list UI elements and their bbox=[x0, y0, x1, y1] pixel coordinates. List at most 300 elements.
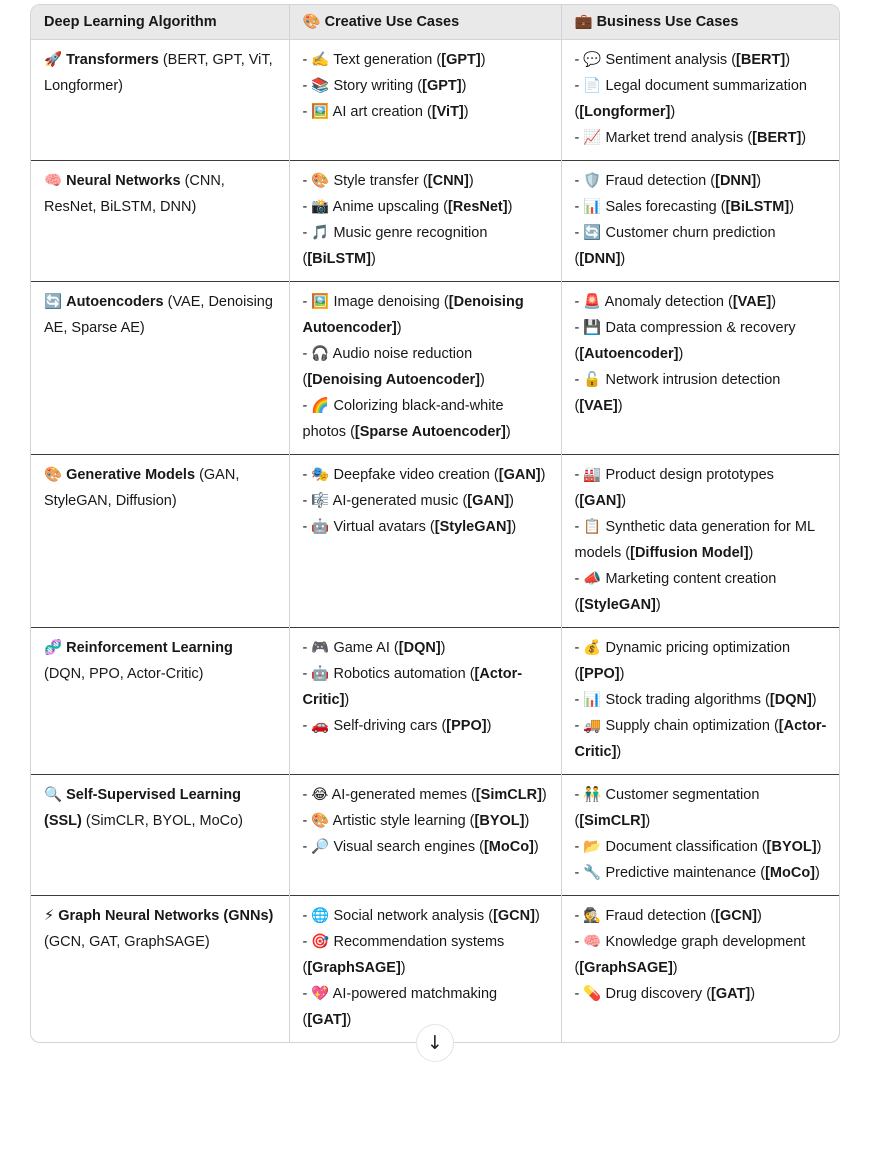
business-use-cases-cell bbox=[561, 40, 840, 161]
use-case-label: Stock trading algorithms bbox=[605, 692, 762, 708]
paren-close: ) bbox=[440, 640, 446, 656]
paren-open: ( bbox=[574, 104, 580, 120]
use-case-label: Customer churn prediction bbox=[605, 225, 776, 241]
use-case-label: Recommendation systems bbox=[333, 934, 505, 950]
bullet: - bbox=[302, 173, 308, 189]
creative-use-cases-cell bbox=[289, 896, 561, 1043]
use-case-label: Marketing content creation bbox=[605, 571, 777, 587]
use-case-label: AI art creation bbox=[332, 104, 423, 120]
model-tag: [Longformer] bbox=[579, 104, 671, 120]
use-case-item bbox=[303, 808, 548, 834]
use-case-label: Document classification bbox=[605, 839, 758, 855]
musical-score-icon: 🎼 bbox=[311, 493, 330, 509]
algorithm-variants: (GAN, StyleGAN, Diffusion) bbox=[44, 467, 240, 509]
use-case-label: Sentiment analysis bbox=[605, 52, 728, 68]
paren-open: ( bbox=[760, 865, 766, 881]
paren-close: ) bbox=[396, 320, 402, 336]
use-case-item bbox=[575, 929, 829, 981]
use-case-item bbox=[575, 782, 829, 834]
creative-use-cases-cell bbox=[289, 282, 561, 455]
bullet: - bbox=[302, 78, 308, 94]
model-tag: [GCN] bbox=[715, 908, 757, 924]
business-use-cases-cell bbox=[561, 775, 840, 896]
paren-open: ( bbox=[706, 986, 712, 1002]
use-case-item bbox=[303, 47, 548, 73]
use-case-label: AI-generated memes bbox=[331, 787, 467, 803]
bullet: - bbox=[574, 320, 580, 336]
paren-open: ( bbox=[488, 908, 494, 924]
use-case-item bbox=[303, 661, 548, 713]
use-case-item bbox=[575, 47, 829, 73]
bullet: - bbox=[574, 372, 580, 388]
column-header-creative bbox=[289, 5, 561, 40]
use-case-item bbox=[575, 462, 829, 514]
model-tag: [PPO] bbox=[446, 718, 487, 734]
creative-use-cases-cell bbox=[289, 628, 561, 775]
algorithm-title bbox=[44, 168, 276, 220]
paren-close: ) bbox=[524, 813, 530, 829]
column-header-algorithm bbox=[31, 5, 289, 40]
paren-close: ) bbox=[534, 908, 540, 924]
paren-close: ) bbox=[505, 424, 511, 440]
paren-close: ) bbox=[756, 173, 762, 189]
paren-close: ) bbox=[672, 960, 678, 976]
use-case-label: Text generation bbox=[333, 52, 433, 68]
bullet: - bbox=[302, 640, 308, 656]
paren-open: ( bbox=[761, 839, 767, 855]
paren-close: ) bbox=[789, 199, 795, 215]
paren-open: ( bbox=[731, 52, 737, 68]
model-tag: [Autoencoder] bbox=[579, 346, 679, 362]
algorithm-name: Generative Models bbox=[66, 467, 196, 483]
scroll-down-button[interactable] bbox=[416, 1024, 454, 1062]
model-tag: [Denoising Autoencoder] bbox=[302, 294, 524, 336]
paren-open: ( bbox=[443, 199, 448, 215]
model-tag: [VAE] bbox=[579, 398, 618, 414]
palette-icon: 🎨 bbox=[311, 813, 330, 829]
use-case-item bbox=[575, 635, 829, 687]
paren-close: ) bbox=[533, 839, 539, 855]
bullet: - bbox=[574, 908, 580, 924]
books-icon: 📚 bbox=[311, 78, 330, 94]
algorithm-cell bbox=[31, 40, 289, 161]
use-case-label: Fraud detection bbox=[605, 173, 707, 189]
use-case-item bbox=[575, 194, 829, 220]
algorithm-cell bbox=[31, 775, 289, 896]
bullet: - bbox=[302, 787, 308, 803]
folder-icon: 📂 bbox=[583, 839, 602, 855]
algorithm-name: Transformers bbox=[66, 52, 159, 68]
algorithm-title bbox=[44, 782, 276, 834]
header-row bbox=[31, 5, 840, 40]
paren-open: ( bbox=[302, 372, 308, 388]
use-case-item bbox=[575, 220, 829, 272]
use-case-label: Visual search engines bbox=[333, 839, 476, 855]
table-row bbox=[31, 775, 840, 896]
model-tag: [VAE] bbox=[732, 294, 772, 310]
use-case-label: Customer segmentation bbox=[605, 787, 760, 803]
algorithm-cell bbox=[31, 161, 289, 282]
algorithm-name: Self-Supervised Learning (SSL) bbox=[44, 787, 241, 829]
use-case-item bbox=[303, 393, 548, 445]
delivery-truck-icon: 🚚 bbox=[583, 718, 602, 734]
use-case-label: Fraud detection bbox=[605, 908, 707, 924]
model-tag: [StyleGAN] bbox=[434, 519, 512, 535]
paren-close: ) bbox=[678, 346, 684, 362]
page-document-icon: 📄 bbox=[583, 78, 602, 94]
bullet: - bbox=[574, 78, 580, 94]
sparkling-heart-icon: 💖 bbox=[311, 986, 330, 1002]
model-tag: [DNN] bbox=[579, 251, 621, 267]
model-tag: [GAT] bbox=[307, 1012, 347, 1028]
paren-close: ) bbox=[750, 986, 756, 1002]
algorithm-cell bbox=[31, 455, 289, 628]
paren-close: ) bbox=[344, 692, 350, 708]
model-tag: [BiLSTM] bbox=[725, 199, 790, 215]
use-case-label: Audio noise reduction bbox=[332, 346, 473, 362]
use-case-label: Legal document summarization bbox=[605, 78, 807, 94]
use-case-item bbox=[575, 168, 829, 194]
model-tag: [CNN] bbox=[427, 173, 469, 189]
model-tag: [GAN] bbox=[579, 493, 622, 509]
use-case-label: Deepfake video creation bbox=[333, 467, 490, 483]
paren-close: ) bbox=[540, 467, 546, 483]
use-case-item bbox=[575, 125, 829, 151]
paren-close: ) bbox=[816, 839, 822, 855]
paren-open: ( bbox=[302, 251, 308, 267]
column-header-label: Business Use Cases bbox=[596, 14, 739, 30]
bullet: - bbox=[302, 199, 308, 215]
bullet: - bbox=[574, 865, 580, 881]
money-bag-icon: 💰 bbox=[583, 640, 602, 656]
palette-icon: 🎨 bbox=[302, 14, 321, 30]
robot-icon: 🤖 bbox=[311, 519, 330, 535]
paren-close: ) bbox=[509, 493, 515, 509]
use-case-label: Social network analysis bbox=[333, 908, 485, 924]
magnifying-glass-icon: 🔍 bbox=[44, 787, 63, 803]
paren-close: ) bbox=[486, 718, 492, 734]
use-case-label: Synthetic data generation for ML models bbox=[574, 519, 815, 561]
paren-open: ( bbox=[417, 78, 423, 94]
bullet: - bbox=[302, 986, 308, 1002]
paren-close: ) bbox=[480, 372, 485, 388]
two-people-icon: 👬 bbox=[583, 787, 602, 803]
algorithm-title bbox=[44, 47, 276, 99]
use-case-item bbox=[575, 73, 829, 125]
paren-open: ( bbox=[574, 597, 580, 613]
use-case-label: Product design prototypes bbox=[605, 467, 774, 483]
bullet: - bbox=[574, 130, 580, 146]
speech-balloon-icon: 💬 bbox=[583, 52, 602, 68]
paren-close: ) bbox=[771, 294, 777, 310]
column-header-label: Creative Use Cases bbox=[324, 14, 460, 30]
use-case-label: Data compression & recovery bbox=[605, 320, 796, 336]
business-use-cases-cell bbox=[561, 628, 840, 775]
dart-target-icon: 🎯 bbox=[311, 934, 330, 950]
paren-close: ) bbox=[645, 813, 651, 829]
paren-close: ) bbox=[617, 398, 623, 414]
model-tag: [GAN] bbox=[498, 467, 541, 483]
creative-use-cases-cell bbox=[289, 775, 561, 896]
paren-open: ( bbox=[720, 199, 726, 215]
paren-open: ( bbox=[493, 467, 499, 483]
algorithm-name: Graph Neural Networks (GNNs) bbox=[58, 908, 274, 924]
bullet: - bbox=[574, 199, 580, 215]
table-row bbox=[31, 161, 840, 282]
paren-open: ( bbox=[422, 173, 428, 189]
use-case-item bbox=[303, 782, 548, 808]
model-tag: [Sparse Autoencoder] bbox=[354, 424, 506, 440]
paren-close: ) bbox=[480, 52, 486, 68]
use-case-label: Self-driving cars bbox=[333, 718, 438, 734]
paren-close: ) bbox=[511, 519, 517, 535]
paren-close: ) bbox=[346, 1012, 352, 1028]
camera-flash-icon: 📸 bbox=[311, 199, 330, 215]
factory-icon: 🏭 bbox=[583, 467, 602, 483]
paren-open: ( bbox=[765, 692, 770, 708]
paren-open: ( bbox=[710, 173, 716, 189]
use-case-item bbox=[303, 194, 548, 220]
model-tag: [BYOL] bbox=[766, 839, 817, 855]
model-tag: [DQN] bbox=[398, 640, 441, 656]
performing-arts-icon: 🎭 bbox=[311, 467, 330, 483]
use-case-label: Virtual avatars bbox=[333, 519, 426, 535]
bullet: - bbox=[574, 294, 580, 310]
model-tag: [MoCo] bbox=[483, 839, 534, 855]
use-case-label: Network intrusion detection bbox=[605, 372, 781, 388]
use-case-label: Predictive maintenance bbox=[605, 865, 757, 881]
use-case-item bbox=[575, 514, 829, 566]
robot-icon: 🤖 bbox=[311, 666, 330, 682]
algorithm-cell bbox=[31, 896, 289, 1043]
use-case-label: Colorizing black-and-white photos bbox=[302, 398, 504, 440]
paren-open: ( bbox=[574, 398, 580, 414]
bullet: - bbox=[302, 908, 308, 924]
model-tag: [Diffusion Model] bbox=[630, 545, 749, 561]
paren-close: ) bbox=[621, 493, 627, 509]
use-case-item bbox=[303, 220, 548, 272]
model-tag: [GraphSAGE] bbox=[307, 960, 401, 976]
model-tag: [SimCLR] bbox=[579, 813, 646, 829]
paren-open: ( bbox=[393, 640, 399, 656]
paren-open: ( bbox=[436, 52, 442, 68]
paren-open: ( bbox=[302, 1012, 308, 1028]
musical-note-icon: 🎵 bbox=[311, 225, 330, 241]
paren-close: ) bbox=[811, 692, 817, 708]
game-controller-icon: 🎮 bbox=[311, 640, 330, 656]
bullet: - bbox=[302, 52, 308, 68]
paren-open: ( bbox=[443, 294, 449, 310]
paren-close: ) bbox=[670, 104, 676, 120]
paren-close: ) bbox=[541, 787, 547, 803]
paren-open: ( bbox=[574, 666, 580, 682]
algorithm-title bbox=[44, 289, 276, 341]
police-light-icon: 🚨 bbox=[583, 294, 602, 310]
use-case-item bbox=[575, 860, 829, 886]
use-case-item bbox=[303, 929, 548, 981]
paren-close: ) bbox=[620, 251, 626, 267]
model-tag: [GPT] bbox=[422, 78, 462, 94]
algorithm-variants: (VAE, Denoising AE, Sparse AE) bbox=[44, 294, 273, 336]
paren-open: ( bbox=[574, 493, 580, 509]
algorithm-variants: (DQN, PPO, Actor-Critic) bbox=[44, 666, 204, 682]
model-tag: [SimCLR] bbox=[475, 787, 542, 803]
model-tag: [BERT] bbox=[736, 52, 786, 68]
model-tag: [MoCo] bbox=[765, 865, 815, 881]
paren-close: ) bbox=[801, 130, 807, 146]
algorithm-variants: (BERT, GPT, ViT, Longformer) bbox=[44, 52, 273, 94]
use-case-item bbox=[575, 315, 829, 367]
brain-icon: 🧠 bbox=[583, 934, 602, 950]
framed-picture-icon: 🖼️ bbox=[311, 294, 330, 310]
framed-picture-icon: 🖼️ bbox=[311, 104, 330, 120]
use-case-label: AI-generated music bbox=[332, 493, 459, 509]
use-case-item bbox=[303, 488, 548, 514]
model-tag: [StyleGAN] bbox=[579, 597, 656, 613]
bullet: - bbox=[302, 934, 308, 950]
use-case-label: Artistic style learning bbox=[332, 813, 466, 829]
laughing-face-icon: 😂 bbox=[311, 787, 329, 803]
use-case-label: Anime upscaling bbox=[332, 199, 440, 215]
use-case-item bbox=[303, 903, 548, 929]
bar-chart-icon: 📊 bbox=[583, 692, 602, 708]
bullet: - bbox=[302, 493, 308, 509]
business-use-cases-cell bbox=[561, 161, 840, 282]
paren-close: ) bbox=[757, 908, 762, 924]
paren-close: ) bbox=[370, 251, 376, 267]
paren-open: ( bbox=[728, 294, 733, 310]
table-row bbox=[31, 455, 840, 628]
algorithm-title bbox=[44, 903, 276, 955]
table-body bbox=[31, 40, 840, 1043]
bullet: - bbox=[574, 934, 580, 950]
lightning-icon: ⚡ bbox=[44, 908, 55, 924]
model-tag: [DQN] bbox=[769, 692, 812, 708]
algorithm-title bbox=[44, 635, 276, 687]
algorithm-variants: (SimCLR, BYOL, MoCo) bbox=[85, 813, 244, 829]
bullet: - bbox=[574, 173, 580, 189]
model-tag: [BERT] bbox=[752, 130, 802, 146]
paren-open: ( bbox=[574, 960, 580, 976]
use-case-item bbox=[303, 514, 548, 540]
model-tag: [DNN] bbox=[715, 173, 757, 189]
model-tag: [ResNet] bbox=[447, 199, 508, 215]
use-case-label: Game AI bbox=[333, 640, 390, 656]
bullet: - bbox=[574, 787, 580, 803]
model-tag: [GCN] bbox=[493, 908, 535, 924]
bullet: - bbox=[302, 104, 308, 120]
use-case-item bbox=[303, 635, 548, 661]
use-case-label: Style transfer bbox=[333, 173, 419, 189]
business-use-cases-cell bbox=[561, 896, 840, 1043]
paren-close: ) bbox=[507, 199, 513, 215]
use-case-item bbox=[575, 566, 829, 618]
use-case-label: Supply chain optimization bbox=[605, 718, 770, 734]
model-tag: [GAN] bbox=[467, 493, 510, 509]
use-case-label: Drug discovery bbox=[605, 986, 703, 1002]
paren-open: ( bbox=[302, 960, 308, 976]
palette-icon: 🎨 bbox=[311, 173, 330, 189]
model-tag: [Actor-Critic] bbox=[574, 718, 827, 760]
use-case-label: AI-powered matchmaking bbox=[332, 986, 498, 1002]
paren-close: ) bbox=[619, 666, 625, 682]
model-tag: [GAT] bbox=[711, 986, 751, 1002]
paren-close: ) bbox=[400, 960, 406, 976]
use-case-item bbox=[575, 713, 829, 765]
use-case-item bbox=[303, 99, 548, 125]
bullet: - bbox=[302, 346, 308, 362]
bullet: - bbox=[574, 718, 580, 734]
creative-use-cases-cell bbox=[289, 161, 561, 282]
use-case-label: Dynamic pricing optimization bbox=[605, 640, 791, 656]
table-row bbox=[31, 628, 840, 775]
bullet: - bbox=[574, 839, 580, 855]
use-case-item bbox=[575, 903, 829, 929]
algorithm-name: Autoencoders bbox=[66, 294, 164, 310]
use-case-item bbox=[575, 289, 829, 315]
use-case-label: Market trend analysis bbox=[605, 130, 744, 146]
column-header-label: Deep Learning Algorithm bbox=[44, 14, 217, 30]
algorithm-cell bbox=[31, 628, 289, 775]
floppy-disk-icon: 💾 bbox=[583, 320, 602, 336]
dna-icon: 🧬 bbox=[44, 640, 63, 656]
unlocked-padlock-icon: 🔓 bbox=[583, 372, 602, 388]
paren-open: ( bbox=[441, 718, 447, 734]
paren-close: ) bbox=[785, 52, 791, 68]
table-row bbox=[31, 896, 840, 1043]
use-case-label: Image denoising bbox=[333, 294, 440, 310]
megaphone-icon: 📣 bbox=[583, 571, 602, 587]
down-arrow-icon: ↓ bbox=[427, 1032, 443, 1054]
paren-open: ( bbox=[469, 666, 475, 682]
wrench-icon: 🔧 bbox=[583, 865, 602, 881]
business-use-cases-cell bbox=[561, 282, 840, 455]
chart-increasing-icon: 📈 bbox=[583, 130, 602, 146]
detective-icon: 🕵️ bbox=[583, 908, 602, 924]
paren-open: ( bbox=[710, 908, 716, 924]
bar-chart-icon: 📊 bbox=[583, 199, 602, 215]
use-case-item bbox=[303, 289, 548, 341]
car-icon: 🚗 bbox=[311, 718, 330, 734]
use-case-label: Robotics automation bbox=[333, 666, 466, 682]
model-tag: [GraphSAGE] bbox=[579, 960, 673, 976]
bullet: - bbox=[302, 467, 308, 483]
table-row bbox=[31, 282, 840, 455]
use-case-item bbox=[303, 834, 548, 860]
model-tag: [BiLSTM] bbox=[307, 251, 371, 267]
bullet: - bbox=[302, 398, 308, 414]
bullet: - bbox=[302, 519, 308, 535]
paren-close: ) bbox=[655, 597, 661, 613]
pill-icon: 💊 bbox=[583, 986, 602, 1002]
use-case-label: Sales forecasting bbox=[605, 199, 717, 215]
headphone-icon: 🎧 bbox=[311, 346, 330, 362]
model-tag: [BYOL] bbox=[474, 813, 525, 829]
arrows-cycle-icon: 🔄 bbox=[583, 225, 602, 241]
use-case-item bbox=[303, 73, 548, 99]
paren-open: ( bbox=[773, 718, 779, 734]
model-tag: [ViT] bbox=[431, 104, 464, 120]
algorithm-title bbox=[44, 462, 276, 514]
bullet: - bbox=[302, 666, 308, 682]
use-case-label: Story writing bbox=[333, 78, 414, 94]
paren-open: ( bbox=[574, 813, 580, 829]
palette-icon: 🎨 bbox=[44, 467, 63, 483]
bullet: - bbox=[574, 467, 580, 483]
use-case-item bbox=[303, 462, 548, 488]
paren-open: ( bbox=[469, 813, 475, 829]
model-tag: [Denoising Autoencoder] bbox=[307, 372, 480, 388]
